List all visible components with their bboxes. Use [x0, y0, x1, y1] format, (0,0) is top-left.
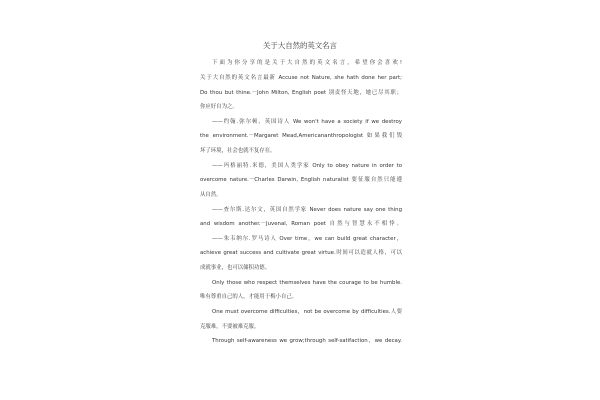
text-line: ——朱韦纳尔.罗马诗人 Over time，we can build great character，: [212, 236, 402, 242]
text-line: ——玛格丽特.米德，美国人类学家 Only to obey nature in order to: [212, 163, 402, 169]
text-line: Do thou but thine.－John Milton, English poet 别责怪天地，她已尽其职；: [200, 90, 402, 96]
text-line: 坏了环境，社会也就不复存在。: [200, 148, 276, 154]
text-line: ——查尔斯.达尔文，英国自然学家 Never does nature say one thing: [212, 207, 402, 213]
text-line: 克服难，不要被难克服。: [200, 324, 260, 330]
text-line: 从自然。: [200, 192, 222, 198]
text-line: overcome nature.－Charles Darwin, English naturalist 要征服自然只能遵: [200, 177, 402, 183]
text-line: 下面为你分享的是关于大自然的英文名言，希望你会喜欢!: [212, 60, 402, 66]
text-line: Only those who respect themselves have the courage to be humble.: [212, 280, 402, 286]
text-line: 唯有尊重自己的人，才能用于梅小自己。: [200, 294, 298, 300]
text-line: Through self-awareness we grow;through self-satifaction，we decay.: [212, 338, 402, 344]
text-line: ——约翰.弥尔顿，英国诗人 We won't have a society if we destroy: [212, 119, 402, 125]
text-line: One must overcome difficulties，not be overcome by difficulties.人要: [212, 309, 402, 315]
text-line: 你应好自为之。: [200, 104, 238, 110]
text-line: and wisdom another.－Juvenal, Roman poet 自然与智慧永不相悖。: [200, 221, 402, 227]
text-line: achieve great success and cultivate great virtue.时间可以造就人格，可以: [200, 250, 402, 256]
text-line: 关于大自然的英文名言最新 Accuse not Nature, she hath done her part;: [200, 75, 402, 81]
document-title: 关于大自然的英文名言: [263, 41, 337, 50]
text-line: 成就事业，也可以储积功德。: [200, 265, 271, 271]
text-line: the environment.－Margaret Mead,Americananthropologist 如果我们毁: [200, 133, 402, 139]
